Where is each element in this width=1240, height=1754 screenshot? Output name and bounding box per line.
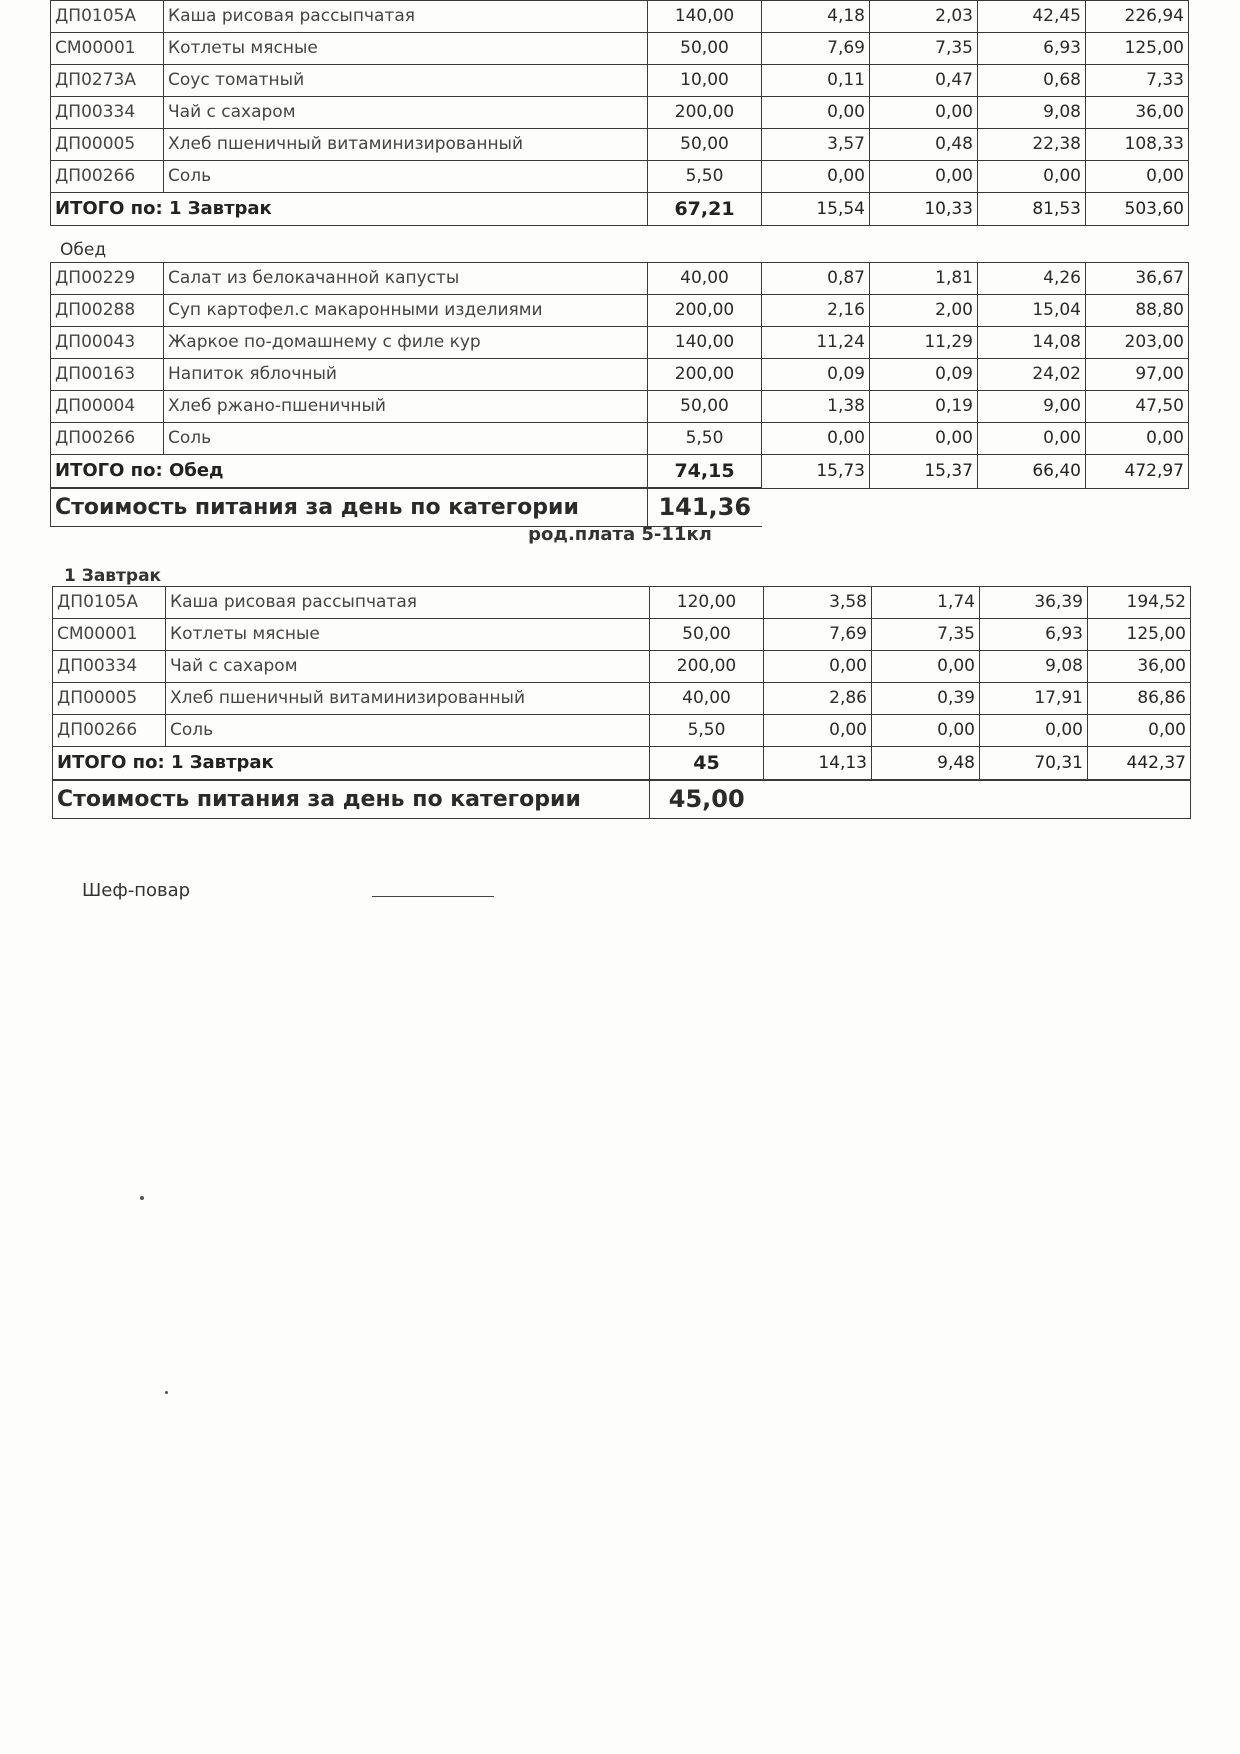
item-kcal: 47,50 [1086,391,1189,423]
item-kcal: 125,00 [1088,619,1191,651]
item-carbs: 0,00 [978,161,1086,193]
menu-item-row [51,327,1189,359]
item-carbs: 4,26 [978,263,1086,295]
menu-item-row [51,391,1189,423]
item-fat: 2,03 [870,1,978,33]
item-kcal: 0,00 [1088,715,1191,747]
total-kcal: 442,37 [1088,747,1191,781]
item-name: Хлеб пшеничный витаминизированный [164,129,648,161]
item-carbs: 6,93 [978,33,1086,65]
total-qty: 67,21 [648,193,762,226]
item-qty: 200,00 [648,97,762,129]
item-carbs: 15,04 [978,295,1086,327]
item-code: ДП0273А [51,65,164,97]
item-protein: 2,86 [764,683,872,715]
total-protein: 14,13 [764,747,872,781]
item-fat: 0,48 [870,129,978,161]
item-code: ДП00334 [53,651,166,683]
item-code: ДП00163 [51,359,164,391]
item-code: ДП00229 [51,263,164,295]
total-protein: 15,54 [762,193,870,226]
item-qty: 200,00 [648,295,762,327]
section-title-lunch: Обед [60,240,107,260]
total-qty: 45 [650,747,764,781]
item-qty: 40,00 [650,683,764,715]
menu-item-row [51,161,1189,193]
item-qty: 10,00 [648,65,762,97]
item-code: СМ00001 [53,619,166,651]
item-kcal: 125,00 [1086,33,1189,65]
cost-blank-cell [764,780,1191,819]
item-name: Жаркое по-домашнему с филе кур [164,327,648,359]
item-carbs: 6,93 [980,619,1088,651]
total-protein: 15,73 [762,455,870,489]
menu-item-row [53,619,1191,651]
item-fat: 2,00 [870,295,978,327]
item-carbs: 22,38 [978,129,1086,161]
item-kcal: 36,00 [1088,651,1191,683]
item-kcal: 97,00 [1086,359,1189,391]
item-protein: 0,09 [762,359,870,391]
menu-item-row [51,295,1189,327]
item-protein: 3,57 [762,129,870,161]
item-fat: 1,81 [870,263,978,295]
daily-cost-value: 45,00 [650,780,764,819]
item-carbs: 24,02 [978,359,1086,391]
item-fat: 0,09 [870,359,978,391]
item-name: Каша рисовая рассыпчатая [164,1,648,33]
item-protein: 7,69 [764,619,872,651]
total-qty: 74,15 [648,455,762,489]
item-code: ДП00266 [51,161,164,193]
item-kcal: 0,00 [1086,423,1189,455]
total-kcal: 472,97 [1086,455,1189,489]
section-heading: род.плата 5-11кл [528,524,712,545]
daily-cost-value: 141,36 [648,488,762,527]
item-carbs: 0,00 [980,715,1088,747]
daily-cost-row [51,488,1189,527]
item-name: Котлеты мясные [166,619,650,651]
item-code: ДП00043 [51,327,164,359]
item-code: ДП00266 [53,715,166,747]
item-qty: 120,00 [650,587,764,619]
item-carbs: 9,08 [980,651,1088,683]
item-protein: 0,00 [764,715,872,747]
total-carbs: 70,31 [980,747,1088,781]
scan-speck [140,1196,144,1200]
item-fat: 1,74 [872,587,980,619]
item-kcal: 88,80 [1086,295,1189,327]
item-protein: 0,87 [762,263,870,295]
item-qty: 140,00 [648,1,762,33]
item-name: Салат из белокачанной капусты [164,263,648,295]
menu-item-row [51,97,1189,129]
item-name: Соус томатный [164,65,648,97]
item-fat: 0,00 [872,651,980,683]
item-protein: 0,00 [764,651,872,683]
item-fat: 0,00 [870,423,978,455]
item-qty: 50,00 [648,129,762,161]
menu-item-row [51,65,1189,97]
total-carbs: 81,53 [978,193,1086,226]
item-carbs: 0,00 [978,423,1086,455]
menu-item-row [53,683,1191,715]
item-name: Хлеб ржано-пшеничный [164,391,648,423]
total-fat: 10,33 [870,193,978,226]
item-code: ДП0105А [51,1,164,33]
item-protein: 0,00 [762,161,870,193]
item-fat: 0,00 [872,715,980,747]
item-qty: 200,00 [648,359,762,391]
item-fat: 0,39 [872,683,980,715]
menu-item-row [51,423,1189,455]
item-qty: 40,00 [648,263,762,295]
item-fat: 0,00 [870,161,978,193]
signature-line [372,896,494,897]
item-fat: 0,47 [870,65,978,97]
item-code: СМ00001 [51,33,164,65]
item-qty: 140,00 [648,327,762,359]
item-qty: 50,00 [650,619,764,651]
menu-table [50,262,1189,527]
item-qty: 50,00 [648,391,762,423]
item-kcal: 108,33 [1086,129,1189,161]
item-carbs: 9,08 [978,97,1086,129]
item-code: ДП0105А [53,587,166,619]
item-code: ДП00005 [51,129,164,161]
item-fat: 0,19 [870,391,978,423]
menu-item-row [53,587,1191,619]
item-name: Хлеб пшеничный витаминизированный [166,683,650,715]
item-fat: 0,00 [870,97,978,129]
daily-cost-label: Стоимость питания за день по категории [51,488,648,527]
cost-blank-cell [762,488,1189,527]
total-row [53,747,1191,781]
menu-table [50,0,1189,226]
total-fat: 9,48 [872,747,980,781]
item-protein: 7,69 [762,33,870,65]
item-name: Соль [164,423,648,455]
menu-item-row [51,1,1189,33]
item-kcal: 86,86 [1088,683,1191,715]
item-fat: 11,29 [870,327,978,359]
item-protein: 11,24 [762,327,870,359]
menu-item-row [51,263,1189,295]
chef-signature-label: Шеф-повар [82,880,191,901]
item-code: ДП00004 [51,391,164,423]
item-qty: 5,50 [648,161,762,193]
item-qty: 5,50 [648,423,762,455]
item-code: ДП00266 [51,423,164,455]
item-protein: 3,58 [764,587,872,619]
item-carbs: 36,39 [980,587,1088,619]
total-row [51,193,1189,226]
item-code: ДП00334 [51,97,164,129]
total-fat: 15,37 [870,455,978,489]
daily-cost-label: Стоимость питания за день по категории [53,780,650,819]
item-name: Соль [166,715,650,747]
item-protein: 0,11 [762,65,870,97]
item-name: Напиток яблочный [164,359,648,391]
menu-item-row [51,359,1189,391]
total-label: ИТОГО по: 1 Завтрак [53,747,650,781]
item-qty: 50,00 [648,33,762,65]
item-protein: 0,00 [762,423,870,455]
item-name: Каша рисовая рассыпчатая [166,587,650,619]
total-carbs: 66,40 [978,455,1086,489]
item-name: Чай с сахаром [164,97,648,129]
paid-breakfast-table [52,586,1191,819]
item-protein: 2,16 [762,295,870,327]
item-protein: 1,38 [762,391,870,423]
item-fat: 7,35 [870,33,978,65]
item-carbs: 17,91 [980,683,1088,715]
item-kcal: 226,94 [1086,1,1189,33]
total-label: ИТОГО по: Обед [51,455,648,489]
scan-speck [165,1391,168,1394]
menu-item-row [53,715,1191,747]
item-carbs: 14,08 [978,327,1086,359]
item-kcal: 203,00 [1086,327,1189,359]
total-row [51,455,1189,489]
menu-item-row [53,651,1191,683]
item-qty: 200,00 [650,651,764,683]
total-label: ИТОГО по: 1 Завтрак [51,193,648,226]
lunch-table [50,262,1189,527]
item-name: Соль [164,161,648,193]
breakfast-table-continued [50,0,1189,226]
item-fat: 7,35 [872,619,980,651]
item-code: ДП00005 [53,683,166,715]
item-name: Суп картофел.с макаронными изделиями [164,295,648,327]
item-carbs: 0,68 [978,65,1086,97]
item-kcal: 0,00 [1086,161,1189,193]
item-name: Котлеты мясные [164,33,648,65]
item-kcal: 36,00 [1086,97,1189,129]
item-qty: 5,50 [650,715,764,747]
menu-item-row [51,33,1189,65]
item-kcal: 36,67 [1086,263,1189,295]
daily-cost-row [53,780,1191,819]
item-kcal: 7,33 [1086,65,1189,97]
item-protein: 4,18 [762,1,870,33]
section-title-breakfast: 1 Завтрак [64,566,162,586]
total-kcal: 503,60 [1086,193,1189,226]
item-carbs: 9,00 [978,391,1086,423]
item-code: ДП00288 [51,295,164,327]
menu-table [52,586,1191,819]
menu-item-row [51,129,1189,161]
item-kcal: 194,52 [1088,587,1191,619]
item-name: Чай с сахаром [166,651,650,683]
item-carbs: 42,45 [978,1,1086,33]
item-protein: 0,00 [762,97,870,129]
